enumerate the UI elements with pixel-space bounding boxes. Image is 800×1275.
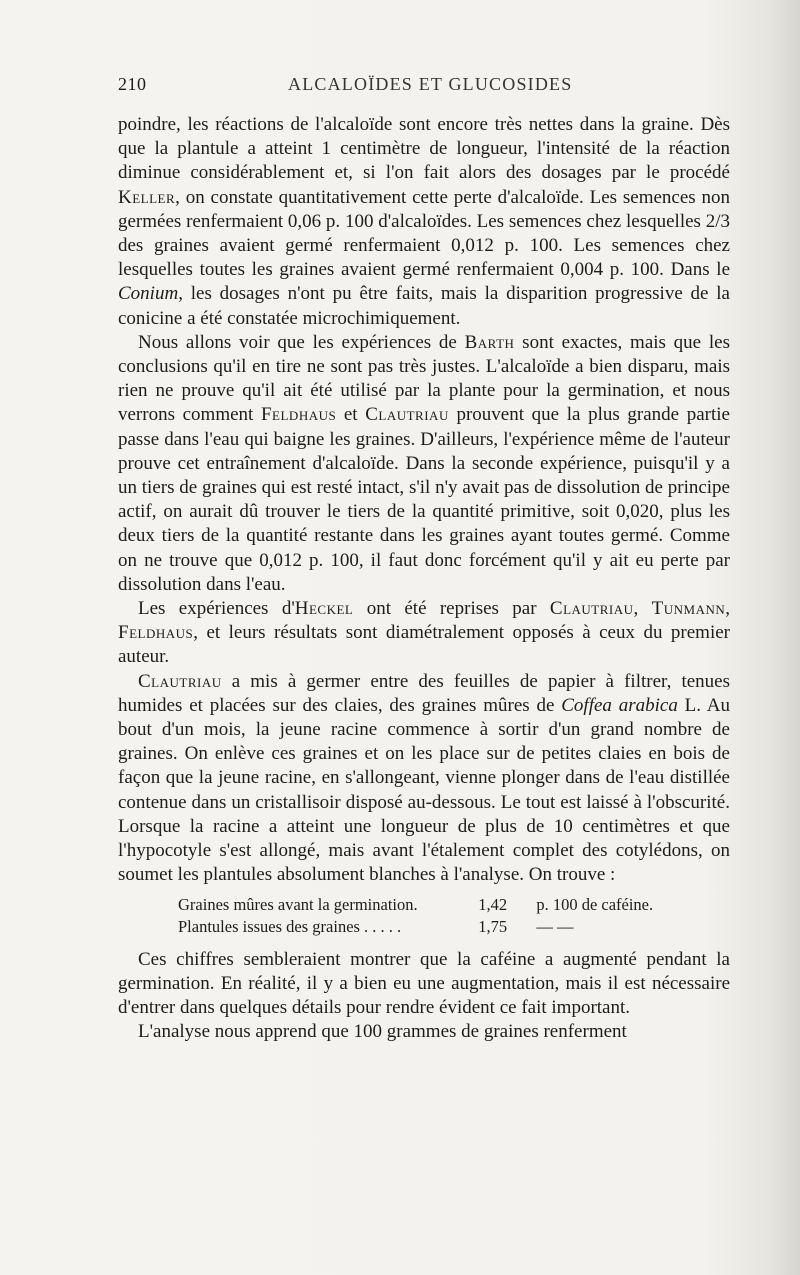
genus-name: Conium: [118, 283, 179, 305]
author-name: Barth: [464, 331, 515, 353]
author-name: Clautriau: [138, 670, 222, 692]
author-name: Tunmann: [651, 598, 726, 620]
author-name: Keller: [118, 186, 176, 208]
results-table: [178, 894, 730, 938]
body-text: [118, 113, 730, 1044]
paragraph: L'analyse nous apprend que 100 grammes de graines renferment: [138, 1021, 627, 1043]
paragraph: poindre, les réactions de l'alcaloïde sont encore très nettes dans la graine. Dès que la plantule a atteint 1 centimètre de longueur, l'intensité de la réaction diminue considérablement et, si l'on fait alors des dosages par le procédé Keller, on constate quantitativement cette perte d'alcaloïde. Les semences non germées renfermaient 0,06 p. 100 d'alcaloïdes. Les semences chez lesquelles 2/3 des graines avaient germé renfermaient 0,012 p. 100. Les semences chez lesquelles toutes les graines avaient germé renfermaient 0,004 p. 100. Dans le Conium, les dosages n'ont pu être faits, mais la disparition progressive de la conicine a été constatée microchimiquement.: [118, 114, 730, 329]
author-name: Feldhaus: [260, 404, 337, 426]
paragraph: Les expériences d'Heckel ont été reprises par Clautriau, Tunmann, Feldhaus, et leurs résultats sont diamétralement opposés à ceux du premier auteur.: [118, 598, 730, 668]
page-number: 210: [118, 74, 147, 94]
paragraph: Ces chiffres sembleraient montrer que la caféine a augmenté pendant la germination. En réalité, il y a bien eu une augmentation, mais il est nécessaire d'entrer dans quelques détails pour rendre évident ce fait important.: [118, 948, 730, 1018]
author-name: Feldhaus: [118, 622, 194, 644]
author-name: Clautriau: [549, 598, 634, 620]
running-title: ALCALOÏDES ET GLUCOSIDES: [288, 74, 573, 94]
table-row: Graines mûres avant la germination. 1,42 p. 100 de caféine.: [178, 894, 654, 914]
species-name: Coffea arabica: [561, 694, 678, 716]
table-row: Plantules issues des graines . . . . . 1,75 — —: [178, 916, 574, 936]
page-header: [118, 74, 730, 102]
paragraph: Nous allons voir que les expériences de Barth sont exactes, mais que les conclusions qu'il en tire ne sont pas très justes. L'alcaloïde a bien disparu, mais rien ne prouve qu'il ait été utilisé par la plante pour la germination, et nous verrons comment Feldhaus et Clautriau prouvent que la plus grande partie passe dans l'eau qui baigne les graines. D'ailleurs, l'expérience même de l'auteur prouve cet entraînement d'alcaloïde. Dans la seconde expérience, puisqu'il y a un tiers de graines qui est resté intact, s'il n'y avait pas de dissolution de principe actif, on aurait dû trouver le tiers de la quantité primitive, soit 0,020, plus les deux tiers de la quantité restante dans les graines ayant toutes germé. Comme on ne trouve que 0,012 p. 100, il faut donc forcément qu'il y ait eu perte par dissolution dans l'eau.: [118, 331, 730, 595]
author-name: Clautriau: [365, 404, 449, 426]
paragraph: Clautriau a mis à germer entre des feuilles de papier à filtrer, tenues humides et placées sur des claies, des graines mûres de Coffea arabica L. Au bout d'un mois, la jeune racine commence à sortir d'un grand nombre de graines. On enlève ces graines et on les place sur de petites claies en bois de façon que la jeune racine, en s'allongeant, vienne plonger dans de l'eau distillée contenue dans un cristallisoir disposé au-dessous. Le tout est laissé à l'obscurité. Lorsque la racine a atteint une longueur de plus de 10 centimètres et que l'hypocotyle s'est allongé, mais avant l'étalement complet des cotylédons, on soumet les plantules absolument blanches à l'analyse. On trouve :: [118, 670, 730, 886]
author-name: Heckel: [294, 598, 354, 620]
